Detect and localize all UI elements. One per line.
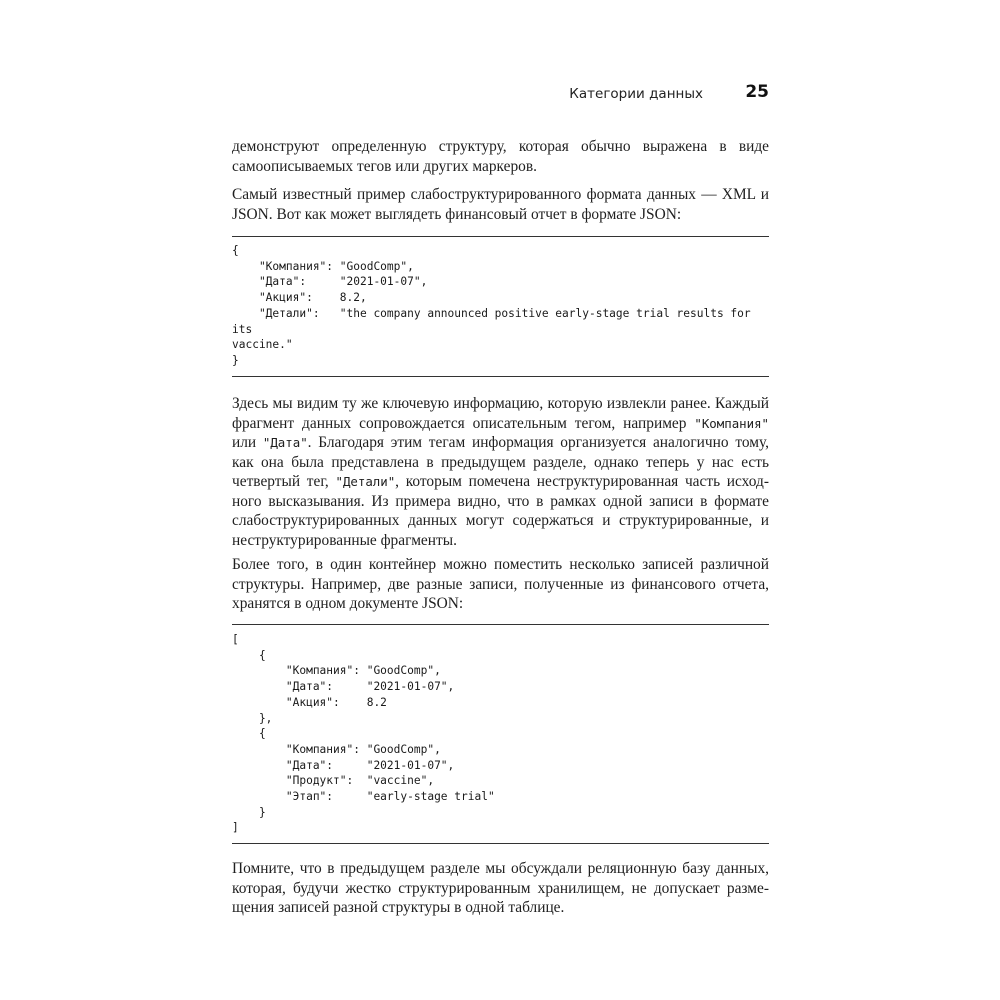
code-block-json-array: [ { "Компания": "GoodComp", "Дата": "2021-01-07", "Акция": 8.2 }, { "Компания": "GoodComp", "Дата": "2021-01-07", "Продукт": "vaccine", "Этап": "early-stage trial" } ] <box>232 624 769 844</box>
paragraph-tags-explanation <box>232 394 769 550</box>
inline-code-date: "Дата" <box>262 435 308 450</box>
paragraph-multiple-records: Более того, в один контейнер можно поместить несколько записей различной структуры. Например, две разные записи, полученные из финансового отчета, хранятся в одном документе JSON: <box>232 556 769 612</box>
inline-code-details: "Детали" <box>335 474 396 489</box>
paragraph-text: или <box>232 434 263 451</box>
section-title: Категории данных <box>569 86 703 102</box>
paragraph-relational-reminder: Помните, что в предыдущем разделе мы обсуждали реляционную базу данных, которая, будучи жестко структурированным хранилищем, не допускает размещения записей разной структуры в одной таблице. <box>232 860 769 916</box>
inline-code-company: "Компания" <box>694 415 769 431</box>
paragraph-json-example-intro: Самый известный пример слабоструктурированного формата данных — XML и JSON. Вот как может выглядеть финансовый отчет в формате JSON: <box>232 186 769 223</box>
paragraph-intro-continuation: демонструют определенную структуру, которая обычно выражена в виде самоописываемых тегов или других маркеров. <box>232 138 769 175</box>
page-number: 25 <box>745 82 769 102</box>
paragraph-text: , которым помечена неструктурированная часть исходного высказывания. Из примера видно, что в рамках одной записи в формате слабоструктурированных данных могут содержаться и структурированные, и неструктурированные фрагменты. <box>232 473 769 549</box>
paragraph-text: . Благодаря этим тегам информация организуется аналогично тому, как она была представлена в предыдущем разделе, однако теперь у нас есть четвертый тег, <box>232 434 769 490</box>
code-block-json-single: { "Компания": "GoodComp", "Дата": "2021-01-07", "Акция": 8.2, "Детали": "the company announced positive early-stage trial results for its vaccine." } <box>232 236 769 377</box>
paragraph-text: Здесь мы видим ту же ключевую информацию, которую извлекли ранее. Каждый фрагмент данных сопровождается описательным тегом, например <box>232 395 769 432</box>
running-head <box>232 82 769 106</box>
